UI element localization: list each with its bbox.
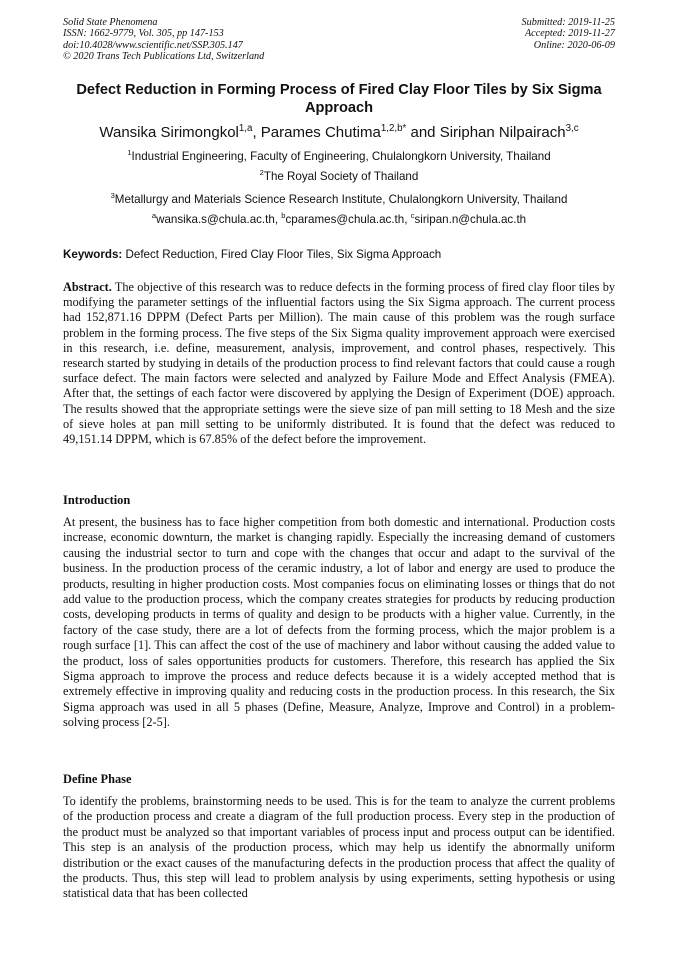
affiliation-text: Industrial Engineering, Faculty of Engineering, Chulalongkorn University, Thailand — [131, 150, 551, 163]
journal-header-left — [63, 17, 264, 62]
abstract-label: Abstract. — [63, 280, 112, 294]
introduction-paragraph: At present, the business has to face higher competition from both domestic and international. Production costs increase, economic downturn, the market is changing rapidly. Especially the increasing demand of customers causing the industrial sector to turn and cope with the changes that occur and adapt to the survival of the business. In the production process of the ceramic industry, a lot of labor and energy are used to produce the products, resulting in higher production costs. Most companies focus on eliminating losses or things that do not add value to the production process, which the company creates strategies for products by reducing production costs, developing products in terms of quality and design to be products with a higher value. Currently, in the factory of the case study, there are a lot of defects from the forming process, which the major problem is a rough surface [1]. This can affect the cost of the use of machinery and labor without causing the added value to the product, loss of sales opportunities products for customers. Therefore, this research has applied the Six Sigma approach to improve the process and reduce defects because it is a widely accepted method that is extremely effective in improving quality and reducing costs in the production process. In this research, the Six Sigma approach was used in all 5 phases (Define, Measure, Analyze, Improve and Control) in a problem-solving process [2-5]. — [63, 515, 615, 730]
abstract-paragraph — [63, 280, 615, 447]
email-superscript: c — [410, 211, 415, 221]
email-address: siripan.n@chula.ac.th — [414, 213, 527, 226]
journal-header-right — [522, 17, 615, 51]
affiliation-3 — [63, 193, 615, 207]
issn-line: ISSN: 1662-9779, Vol. 305, pp 147-153 — [63, 28, 224, 40]
submitted-date: Submitted: 2019-11-25 — [521, 17, 615, 28]
section-heading-introduction: Introduction — [63, 493, 131, 507]
author-superscript: 1,a — [238, 123, 253, 134]
accepted-date: Accepted: 2019-11-27 — [524, 28, 615, 40]
affiliation-text: The Royal Society of Thailand — [263, 170, 419, 183]
paper-title: Defect Reduction in Forming Process of Fired Clay Floor Tiles by Six Sigma Approach — [76, 82, 602, 116]
author-list: Wansika Sirimongkol$^{1,a}$, Parames Chutima$^{1,2,b*}$ and Siriphan Nilpairach$^{3,c}$ — [99, 123, 579, 141]
keywords-label: Keywords: — [63, 248, 123, 261]
online-date: Online: 2020-06-09 — [533, 39, 615, 51]
affiliation-text: Metallurgy and Materials Science Research Institute, Chulalongkorn University, Thailand — [114, 193, 568, 206]
keywords-text: Defect Reduction, Fired Clay Floor Tiles, Six Sigma Approach — [122, 248, 442, 261]
abstract-text: The objective of this research was to reduce defects in the forming process of fired clay floor tiles by modifying the parameter settings of the influential factors using the Six Sigma approach. The current process had 152,871.16 DPPM (Defect Parts per Million). The main cause of this problem was the rough surface problem in the forming process. The five steps of the Six Sigma quality improvement approach were exercised in this research, i.e. define, measurement, analysis, improvement, and control phases, respectively. This research started by studying in details of the production process to find relevant factors that could cause a rough surface defect. The main factors were selected and analyzed by Failure Mode and Effect Analysis (FMEA). After that, the settings of each factor were discovered by applying the Design of Experiment (DOE) approach. The results showed that the appropriate settings were the sieve size of pan mill setting to 18 Mesh and the size of sieve holes at pan mill setting to be uniformly distributed. It is found that the defect was reduced to 49,151.14 DPPM, which is 67.85% of the defect before the improvement. — [63, 280, 615, 447]
affiliation-superscript: 1 — [127, 148, 132, 158]
email-address: cparames@chula.ac.th, — [285, 213, 411, 226]
author-emails — [63, 213, 615, 227]
author-superscript: 1,2,b* — [380, 123, 407, 134]
doi-line: doi:10.4028/www.scientific.net/SSP.305.147 — [63, 39, 243, 51]
author-name: Siriphan Nilpairach — [439, 124, 566, 141]
author-name: Wansika Sirimongkol — [99, 124, 239, 141]
affiliation-2 — [63, 170, 615, 184]
email-superscript: b — [281, 211, 286, 221]
affiliation-1 — [63, 150, 615, 164]
journal-name: Solid State Phenomena — [63, 17, 158, 28]
copyright-line: © 2020 Trans Tech Publications Ltd, Switzerland — [63, 50, 265, 62]
author-name: Parames Chutima — [260, 124, 381, 141]
author-conjunction: and — [406, 124, 440, 141]
affiliation-superscript: 2 — [259, 168, 264, 178]
section-heading-define-phase: Define Phase — [63, 772, 132, 786]
email-superscript: a — [151, 211, 157, 221]
email-address: wansika.s@chula.ac.th, — [156, 213, 282, 226]
define-phase-paragraph: To identify the problems, brainstorming needs to be used. This is for the team to analyze the current problems of the production process and create a diagram of the full production process. Every step in the production of the product must be analyzed so that important variables of process input and process output can be identified. This step is an analysis of the production process, which may help us identify the abnormally uniform distribution or the exact causes of the manufacturing defects in the production process that affect the quality of the products. Thus, this step will lead to problem analysis by using experiments, setting hypothesis or using statistical data that has been collected — [63, 794, 615, 901]
author-superscript: 3,c — [565, 123, 579, 134]
affiliation-superscript: 3 — [110, 191, 115, 201]
keywords-line — [63, 248, 615, 262]
